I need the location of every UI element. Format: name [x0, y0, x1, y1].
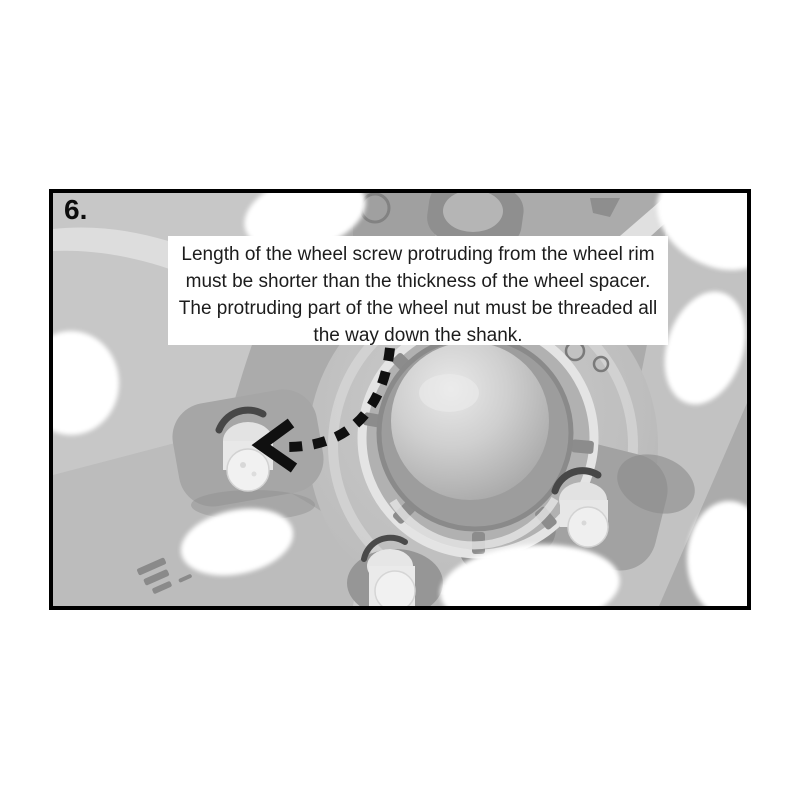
instruction-figure [49, 189, 751, 610]
step-number: 6. [64, 194, 88, 225]
center-bore [379, 337, 571, 545]
caption-line: The protruding part of the wheel nut must be threaded all [178, 298, 658, 319]
caption-line: must be shorter than the thickness of the wheel spacer. [185, 271, 651, 292]
caption-line: Length of the wheel screw protruding from the wheel rim [181, 244, 655, 265]
caption-line: the way down the shank. [313, 325, 523, 346]
caption-box [168, 236, 668, 345]
